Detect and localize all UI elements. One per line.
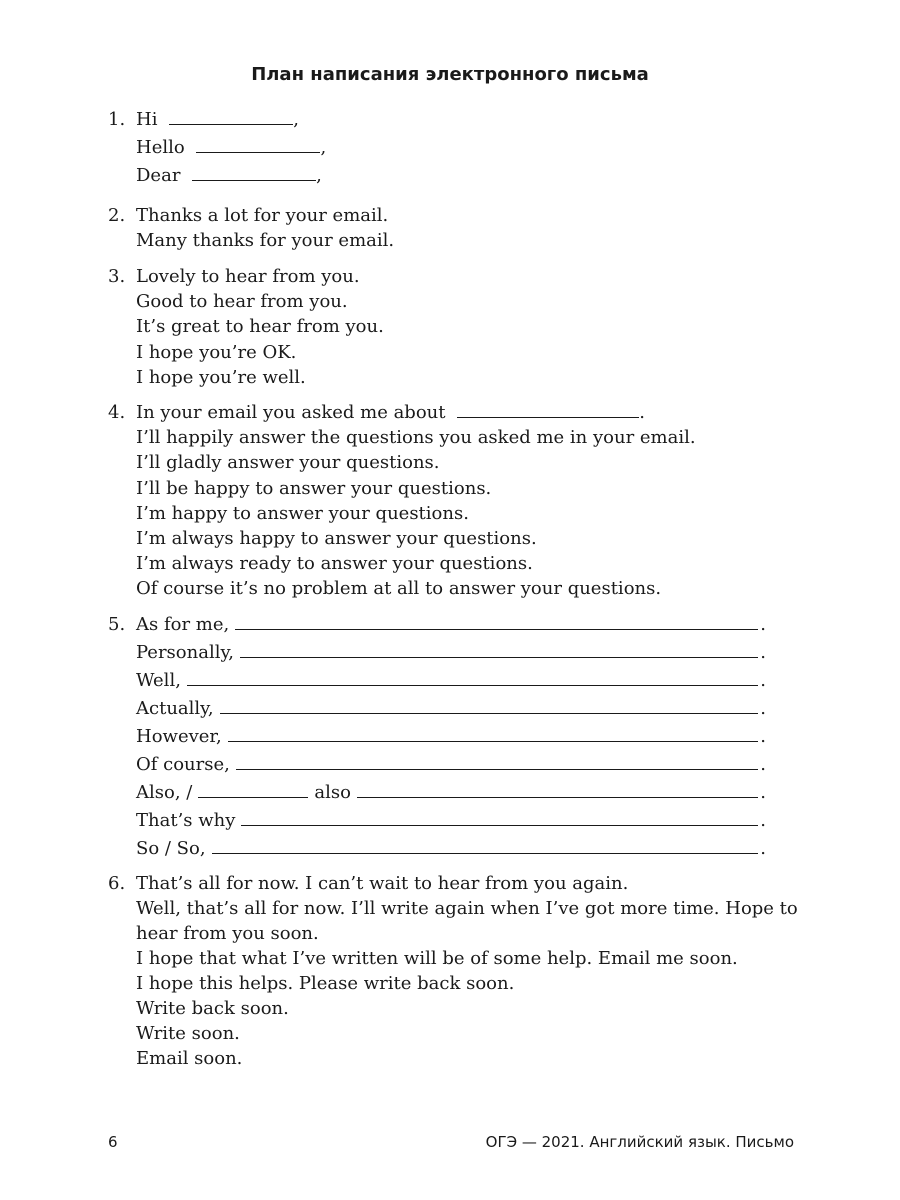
greeting-line (136, 165, 322, 187)
phrase-line: I hope that what I’ve written will be of some help. Email me soon. (136, 948, 738, 969)
answer-blank[interactable] (198, 783, 308, 798)
section-number: 4. (108, 402, 126, 423)
answer-blank[interactable] (241, 811, 758, 826)
period: . (760, 670, 766, 691)
phrase-line: I’ll be happy to answer your questions. (136, 478, 492, 499)
period: . (760, 782, 766, 803)
phrase-text: Of course, (136, 754, 230, 775)
phrase-line: I’ll happily answer the questions you asked me in your email. (136, 427, 696, 448)
answer-blank[interactable] (187, 671, 758, 686)
period: . (760, 838, 766, 859)
period: . (639, 402, 645, 423)
phrase-line: I hope you’re OK. (136, 342, 297, 363)
phrase-line: I hope this helps. Please write back soon. (136, 973, 515, 994)
phrase-line: I’m always ready to answer your questions. (136, 553, 533, 574)
page-number: 6 (108, 1133, 118, 1151)
page-title: План написания электронного письма (251, 64, 649, 85)
phrase-text: Well, (136, 670, 181, 691)
greeting-line (136, 109, 299, 131)
phrase-text: Actually, (136, 698, 214, 719)
phrase-line: It’s great to hear from you. (136, 316, 384, 337)
phrase-line: hear from you soon. (136, 923, 319, 944)
phrase-line: I’ll gladly answer your questions. (136, 452, 440, 473)
phrase-line: I hope you’re well. (136, 367, 306, 388)
fill-line (136, 782, 766, 804)
phrase-text: That’s why (136, 810, 236, 831)
comma: , (320, 137, 327, 158)
answer-blank[interactable] (357, 783, 758, 798)
fill-line (136, 614, 766, 636)
answer-blank[interactable] (196, 138, 320, 153)
section-number: 1. (108, 109, 126, 130)
fill-line (136, 642, 766, 664)
phrase-line: I’m happy to answer your questions. (136, 503, 469, 524)
section-number: 3. (108, 266, 126, 287)
fill-line (136, 838, 766, 860)
answer-blank[interactable] (220, 699, 759, 714)
greeting-line (136, 137, 326, 159)
greeting-text: Dear (136, 165, 181, 186)
phrase-line (136, 402, 645, 424)
fill-line (136, 698, 766, 720)
phrase-line: Write back soon. (136, 998, 289, 1019)
fill-line (136, 810, 766, 832)
phrase-line: That’s all for now. I can’t wait to hear from you again. (136, 873, 629, 894)
period: . (760, 754, 766, 775)
answer-blank[interactable] (212, 839, 759, 854)
answer-blank[interactable] (169, 110, 293, 125)
comma: , (293, 109, 299, 130)
section-number: 5. (108, 614, 126, 635)
greeting-text: Hi (136, 109, 158, 130)
phrase-line: Lovely to hear from you. (136, 266, 360, 287)
period: . (760, 614, 766, 635)
book-title: ОГЭ — 2021. Английский язык. Письмо (485, 1133, 794, 1151)
greeting-text: Hello (136, 137, 185, 158)
phrase-line: Email soon. (136, 1048, 243, 1069)
phrase-line: Write soon. (136, 1023, 240, 1044)
period: . (760, 642, 766, 663)
phrase-text: Also, / (136, 782, 193, 803)
fill-line (136, 670, 766, 692)
phrase-line: Many thanks for your email. (136, 230, 395, 251)
answer-blank[interactable] (235, 615, 758, 630)
answer-blank[interactable] (457, 403, 639, 418)
phrase-line: Thanks a lot for your email. (136, 205, 389, 226)
section-number: 6. (108, 873, 126, 894)
period: . (760, 698, 766, 719)
period: . (760, 810, 766, 831)
phrase-line: Good to hear from you. (136, 291, 348, 312)
fill-line (136, 754, 766, 776)
phrase-line: Well, that’s all for now. I’ll write again when I’ve got more time. Hope to (136, 898, 798, 919)
fill-line (136, 726, 766, 748)
phrase-text: In your email you asked me about (136, 402, 446, 423)
phrase-line: Of course it’s no problem at all to answer your questions. (136, 578, 662, 599)
section-number: 2. (108, 205, 126, 226)
answer-blank[interactable] (228, 727, 759, 742)
phrase-text: So / So, (136, 838, 206, 859)
phrase-text: However, (136, 726, 222, 747)
period: . (760, 726, 766, 747)
phrase-text: Personally, (136, 642, 234, 663)
answer-blank[interactable] (240, 643, 758, 658)
answer-blank[interactable] (192, 166, 316, 181)
phrase-text: As for me, (136, 614, 230, 635)
phrase-text: also (314, 782, 351, 803)
comma: , (316, 165, 322, 186)
answer-blank[interactable] (236, 755, 758, 770)
phrase-line: I’m always happy to answer your questions. (136, 528, 537, 549)
